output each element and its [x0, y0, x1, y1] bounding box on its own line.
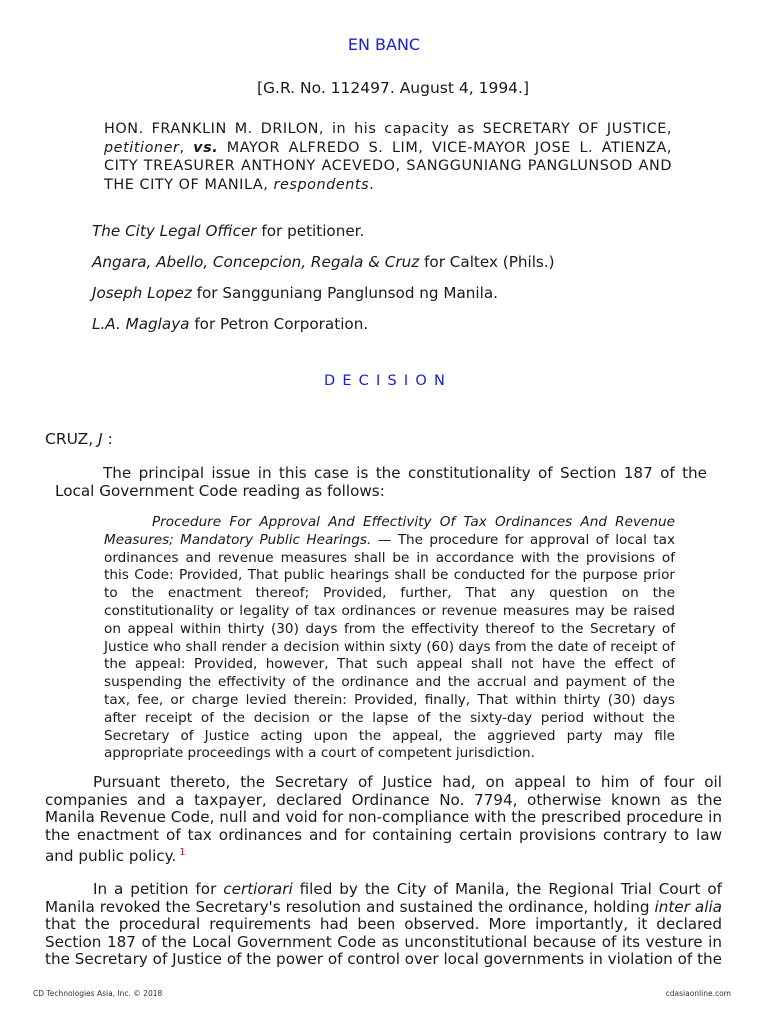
versus-label: vs. — [193, 139, 219, 156]
paragraph-text: that the procedural requirements had been observed. More importantly, it declared Section 187 of the Local Government Code as unconstitutional because of its vesture in the Secretary of Justice of the power of control over local governments in violation of the — [45, 915, 723, 968]
petitioner-role: petitioner — [104, 139, 180, 156]
counsel-name: L.A. Maglaya — [92, 315, 190, 333]
quote-heading: Procedure For Approval And Effectivity Of Tax Ordinances And Revenue Measures; Mandatory Public Hearings. — [104, 514, 675, 548]
court-division: EN BANC — [347, 35, 421, 54]
counsel-for: for Petron Corporation. — [194, 315, 369, 333]
paragraph-text: In a petition for — [93, 880, 224, 898]
petitioner-name: HON. FRANKLIN M. DRILON, in his capacity as SECRETARY OF JUSTICE — [104, 121, 667, 137]
respondents-names: MAYOR ALFREDO S. LIM, VICE-MAYOR JOSE L. ATIENZA, CITY TREASURER ANTHONY ACEVEDO, SANGGUNIANG PANGLUNSOD AND THE CITY OF MANILA — [104, 139, 673, 193]
counsel-line — [92, 222, 364, 240]
ponente-colon: : — [107, 430, 113, 448]
paragraph-2 — [45, 774, 722, 866]
ponente — [45, 430, 113, 448]
paragraph-text: filed by the City of Manila, the Regional Trial Court of Manila revoked the Secretary's resolution and sustained the ordinance, holding — [45, 880, 723, 916]
footer-copyright: CD Technologies Asia, Inc. © 2018 — [33, 989, 163, 998]
decision-title: DECISION — [323, 373, 453, 389]
paragraph-1 — [55, 465, 707, 500]
counsel-for: for petitioner. — [261, 222, 365, 240]
counsel-name: Joseph Lopez — [92, 284, 192, 302]
counsel-name: Angara, Abello, Concepcion, Regala & Cruz — [92, 253, 420, 271]
paragraph-3 — [45, 881, 722, 969]
footer-website[interactable]: cdasiaonline.com — [665, 989, 731, 998]
quote-body: — The procedure for approval of local tax ordinances and revenue measures shall be in accordance with the provisions of this Code: Provided, That public hearings shall be conducted for the purpose prior to the enactment thereof; Provided, further, That any question on the constitutionality or legality of tax ordinances or revenue measures may be raised on appeal within thirty (30) days from the effectivity thereof to the Secretary of Justice who shall render a decision within sixty (60) days from the date of receipt of the appeal: Provided, however, That such appeal shall not have the effect of suspending the effectivity of the ordinance and the accrual and payment of the tax, fee, or charge levied therein: Provided, finally, That within thirty (30) days after receipt of the decision or the lapse of the sixty-day period without the Secretary of Justice acting upon the appeal, the aggrieved party may file appropriate proceedings with a court of competent jurisdiction. — [104, 531, 675, 762]
counsel-for: for Sangguniang Panglunsod ng Manila. — [196, 284, 499, 302]
footnote-link[interactable]: 1 — [179, 847, 186, 858]
counsel-line — [92, 253, 555, 271]
case-number: [G.R. No. 112497. August 4, 1994.] — [256, 79, 530, 97]
italic-term: inter alia — [654, 897, 722, 916]
counsel-line — [92, 315, 368, 333]
paragraph-text: The principal issue in this case is the constitutionality of Section 187 of the Local Government Code reading as follows: — [55, 464, 707, 500]
case-parties: HON. FRANKLIN M. DRILON, in his capacity as SECRETARY OF JUSTICE, petitioner, vs. MAYOR ALFREDO S. LIM, VICE-MAYOR JOSE L. ATIENZA, CITY TREASURER ANTHONY ACEVEDO, SANGGUNIANG PANGLUNSOD AND THE CITY OF MANILA, respondents. — [104, 121, 673, 193]
counsel-for: for Caltex (Phils.) — [424, 253, 555, 271]
ponente-name: CRUZ, — [45, 430, 94, 448]
italic-term: certiorari — [223, 880, 293, 898]
paragraph-text: Pursuant thereto, the Secretary of Justice had, on appeal to him of four oil companies and a taxpayer, declared Ordinance No. 7794, otherwise known as the Manila Revenue Code, null and void for non-compliance with the prescribed procedure in the enactment of tax ordinances and for containing certain provisions contrary to law and public policy. — [45, 773, 722, 866]
counsel-line — [92, 284, 498, 302]
respondents-role: respondents — [273, 176, 370, 193]
counsel-name: The City Legal Officer — [92, 222, 257, 240]
ponente-suffix: J — [98, 430, 103, 448]
quoted-provision — [104, 514, 675, 763]
